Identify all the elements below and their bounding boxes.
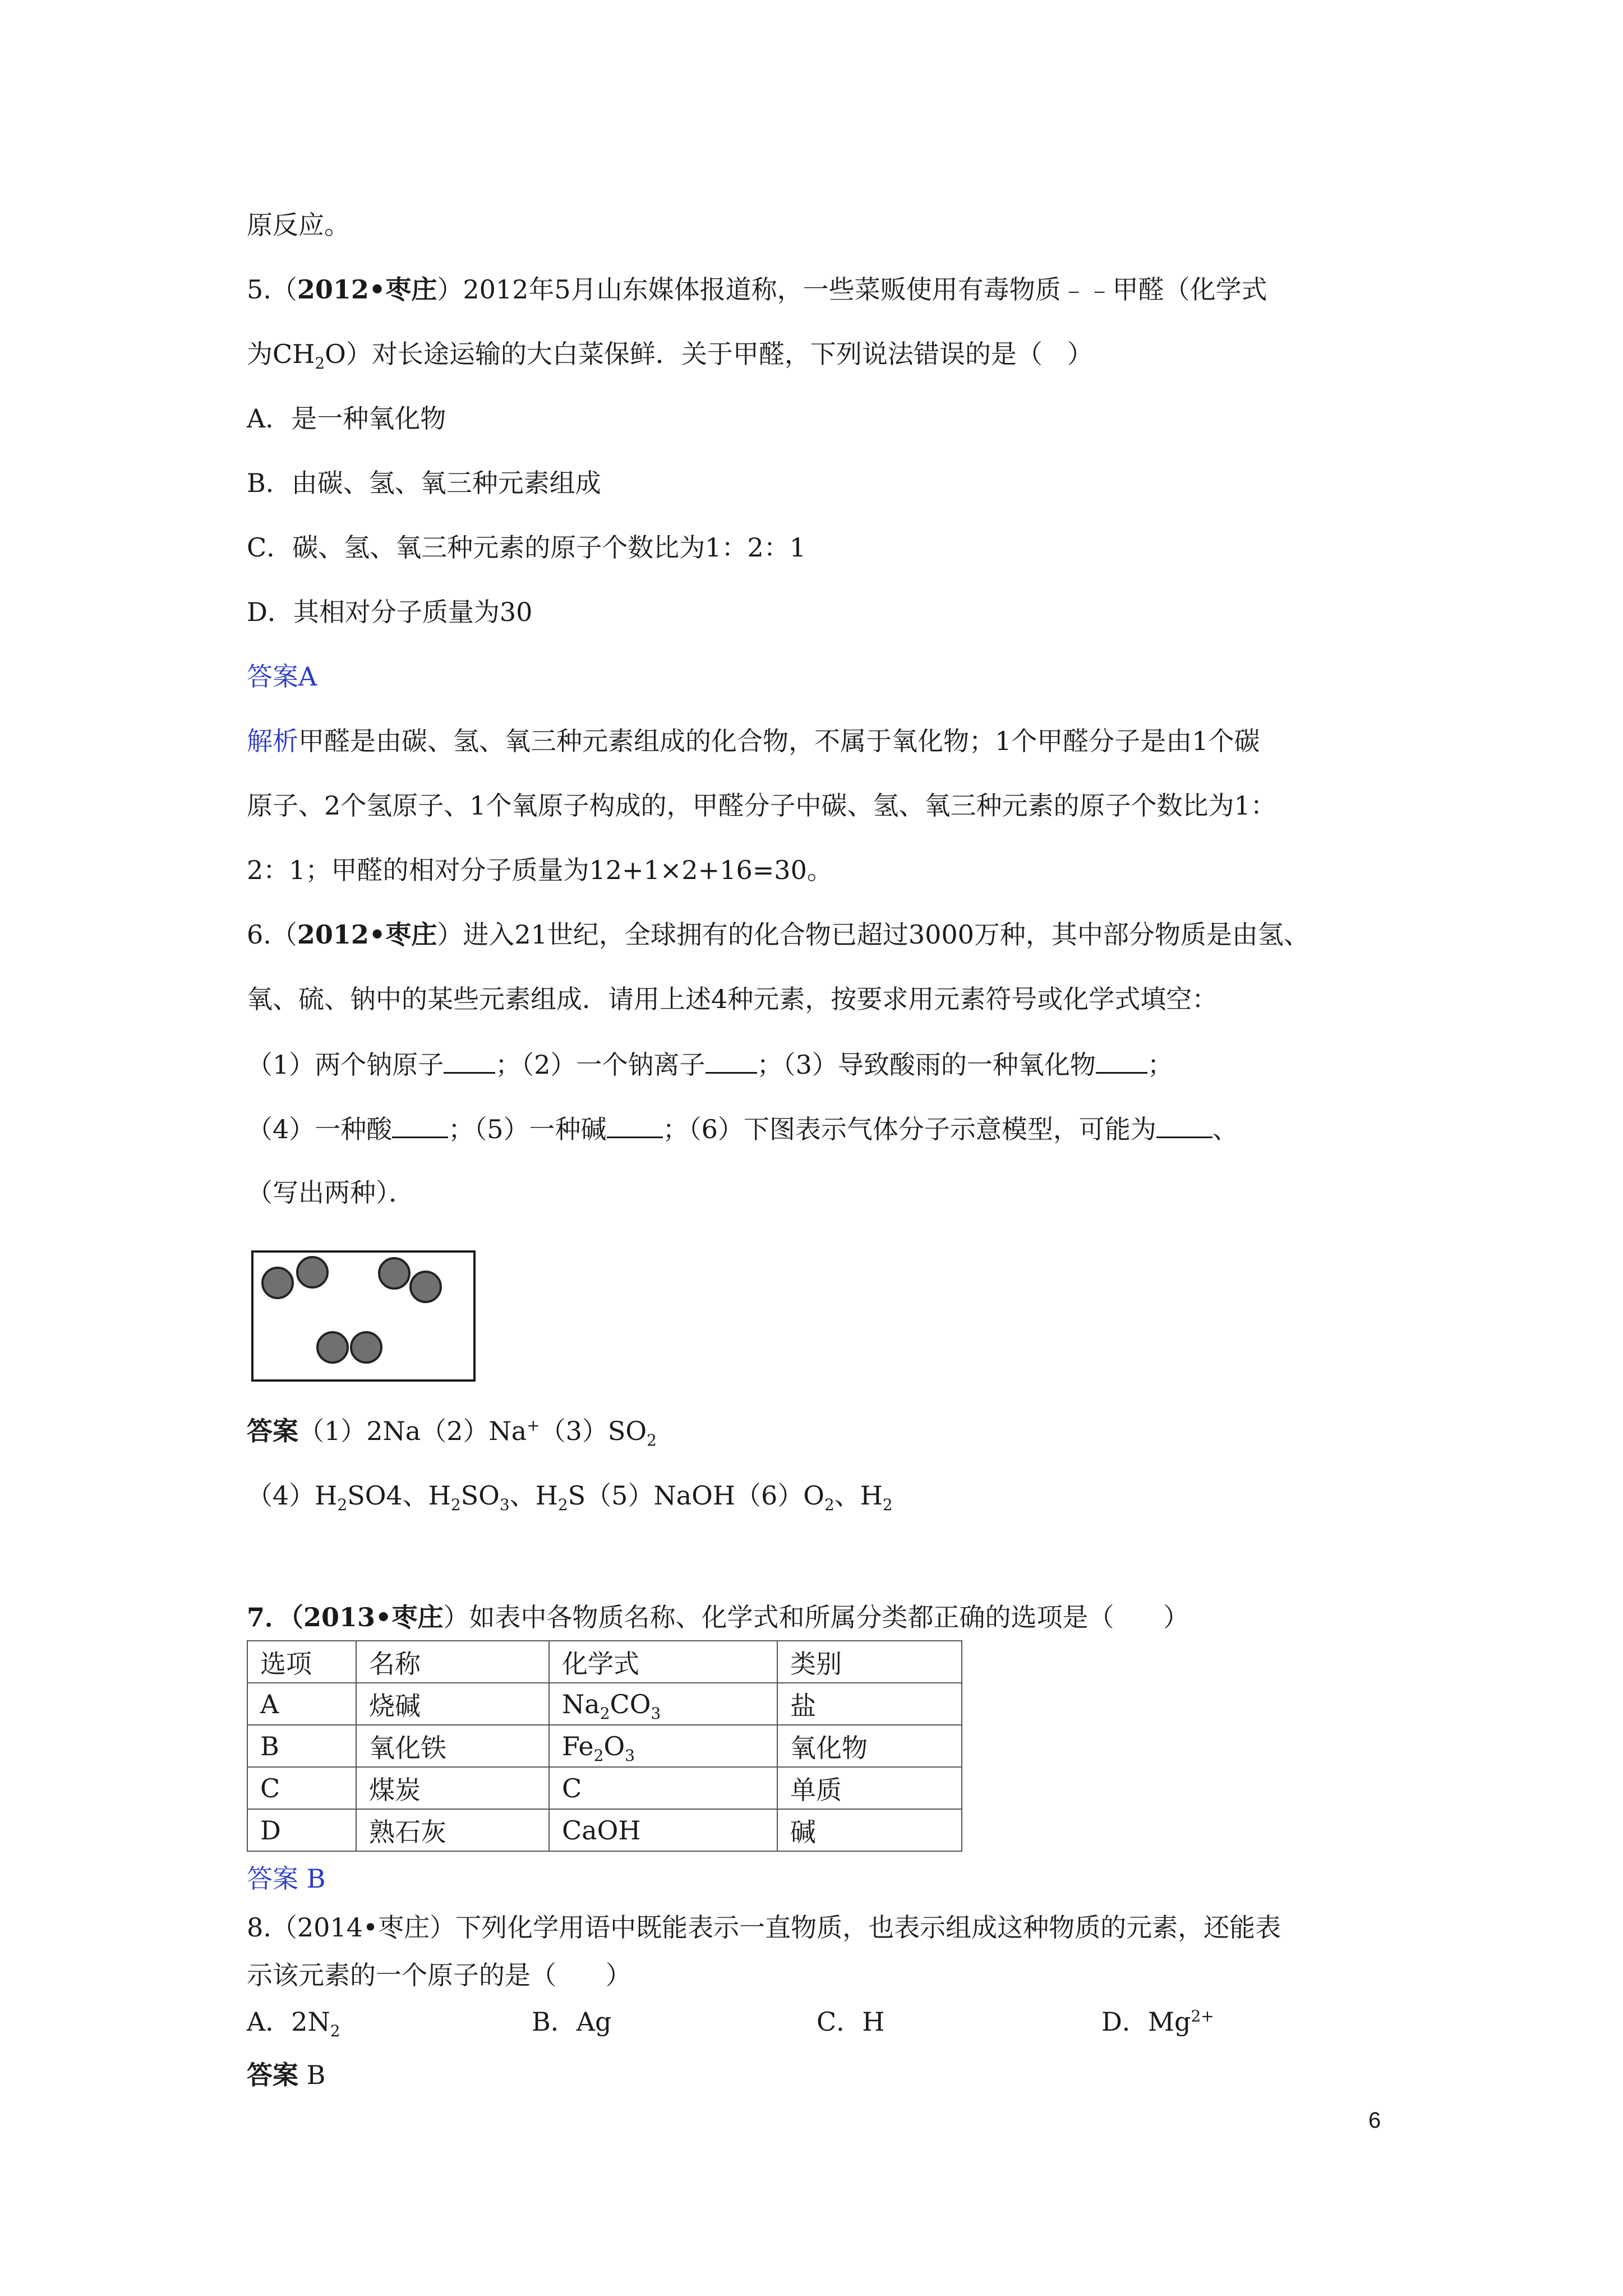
table-cell: $Fe_2O_3$ [549,1725,777,1767]
question-5-stem-cont: 为$CH_2O$）对长途运输的大白菜保鲜．关于甲醛，下列说法错误的是（ ） [247,339,1093,373]
atom-circle [261,1267,294,1299]
option-c: C．碳、氢、氧三种元素的原子个数比为1：2：1 [247,532,806,563]
page-number: 6 [1368,2108,1381,2133]
option-b: B．由碳、氢、氧三种元素组成 [247,468,601,498]
atom-circle [316,1331,349,1364]
explanation-5-cont: 原子、2个氢原子、1个氧原子构成的，甲醛分子中碳、氢、氧三种元素的原子个数比为1： [247,790,1276,821]
atom-circle [378,1257,411,1290]
answer-7: 答案 B [247,1864,326,1894]
fill-blank[interactable] [392,1111,448,1138]
question-6-stem-cont: 氧、硫、钠中的某些元素组成．请用上述4种元素，按要求用元素符号或化学式填空： [247,984,1218,1014]
fill-blank[interactable] [1156,1111,1212,1138]
table-cell: 氧化铁 [356,1725,549,1767]
table-cell: 盐 [777,1683,962,1725]
atom-circle [296,1256,329,1289]
fill-blank[interactable] [607,1111,663,1138]
question-6-parts-1-3: （1）两个钠原子 ；（2）一个钠离子 ；（3）导致酸雨的一种氧化物 ； [247,1046,1173,1082]
table-row [247,1767,962,1809]
answer-5: 答案A [247,661,317,692]
table-cell: 碱 [777,1809,962,1851]
answer-6-cont: $(4)H_2SO4$、$H_2SO_3$、$H_2S(5)NaOH(6)O_2$、$H_2$ [247,1480,893,1515]
option-b: B．Ag [532,2007,612,2037]
question-8-stem-cont: 示该元素的一个原子的是（ ） [247,1960,631,1990]
option-c: C．H [817,2007,885,2037]
table-cell: 熟石灰 [356,1809,549,1851]
table-row [247,1809,962,1851]
chemistry-table [247,1640,962,1852]
atom-circle [350,1331,382,1364]
question-6-parts-4-6: （4）一种酸 ；（5）一种碱 ；（6）下图表示气体分子示意模型，可能为 、 [247,1111,1238,1147]
table-row [247,1725,962,1767]
table-header-cell: 类别 [777,1641,962,1683]
table-cell: 煤炭 [356,1767,549,1809]
table-cell: 烧碱 [356,1683,549,1725]
table-cell: C [549,1767,777,1809]
table-header-row [247,1641,962,1683]
question-8-stem: 8.（2014•枣庄）下列化学用语中既能表示一直物质，也表示组成这种物质的元素，还能表 [247,1912,1281,1943]
table-cell: 单质 [777,1767,962,1809]
question-8-options [247,2004,1214,2039]
answer-6: 答案$(1)2Na(2)Na^+(3)SO_2$ [247,1416,657,1450]
question-5-stem: 5.（2012•枣庄）2012年5月山东媒体报道称，一些菜贩使用有毒物质﹣﹣甲醛（化学式 [247,274,1267,305]
option-d: D．$Mg^{2+}$ [1101,2007,1214,2037]
fill-blank[interactable] [444,1046,495,1074]
table-header-cell: 名称 [356,1641,549,1683]
option-a: A．是一种氧化物 [247,403,446,434]
question-6-stem: 6.（2012•枣庄）进入21世纪，全球拥有的化合物已超过3000万种，其中部分物质是由氢、 [247,919,1310,950]
fill-blank[interactable] [706,1046,757,1074]
table-cell: CaOH [549,1809,777,1851]
fill-blank[interactable] [1096,1046,1147,1074]
explanation-5: 解析甲醛是由碳、氢、氧三种元素组成的化合物，不属于氧化物；1个甲醛分子是由1个碳 [247,726,1260,756]
question-6-note: （写出两种）． [247,1177,414,1208]
molecule-model-diagram [251,1250,476,1382]
explanation-5-cont: 2：1；甲醛的相对分子质量为12+1×2+16=30。 [247,855,833,885]
table-cell: C [247,1767,356,1809]
text-line: 原反应。 [247,210,350,240]
table-cell: $Na_2CO_3$ [549,1683,777,1725]
table-cell: D [247,1809,356,1851]
table-row [247,1683,962,1725]
table-cell: 氧化物 [777,1725,962,1767]
table-cell: B [247,1725,356,1767]
answer-8: 答案 B [247,2060,326,2090]
table-header-cell: 选项 [247,1641,356,1683]
question-7-stem: 7．（2013•枣庄）如表中各物质名称、化学式和所属分类都正确的选项是（ ） [247,1602,1189,1632]
option-d: D．其相对分子质量为30 [247,597,533,627]
table-cell: A [247,1683,356,1725]
atom-circle [409,1271,442,1303]
option-a: A．$2N_2$ [247,2007,340,2041]
table-header-cell: 化学式 [549,1641,777,1683]
